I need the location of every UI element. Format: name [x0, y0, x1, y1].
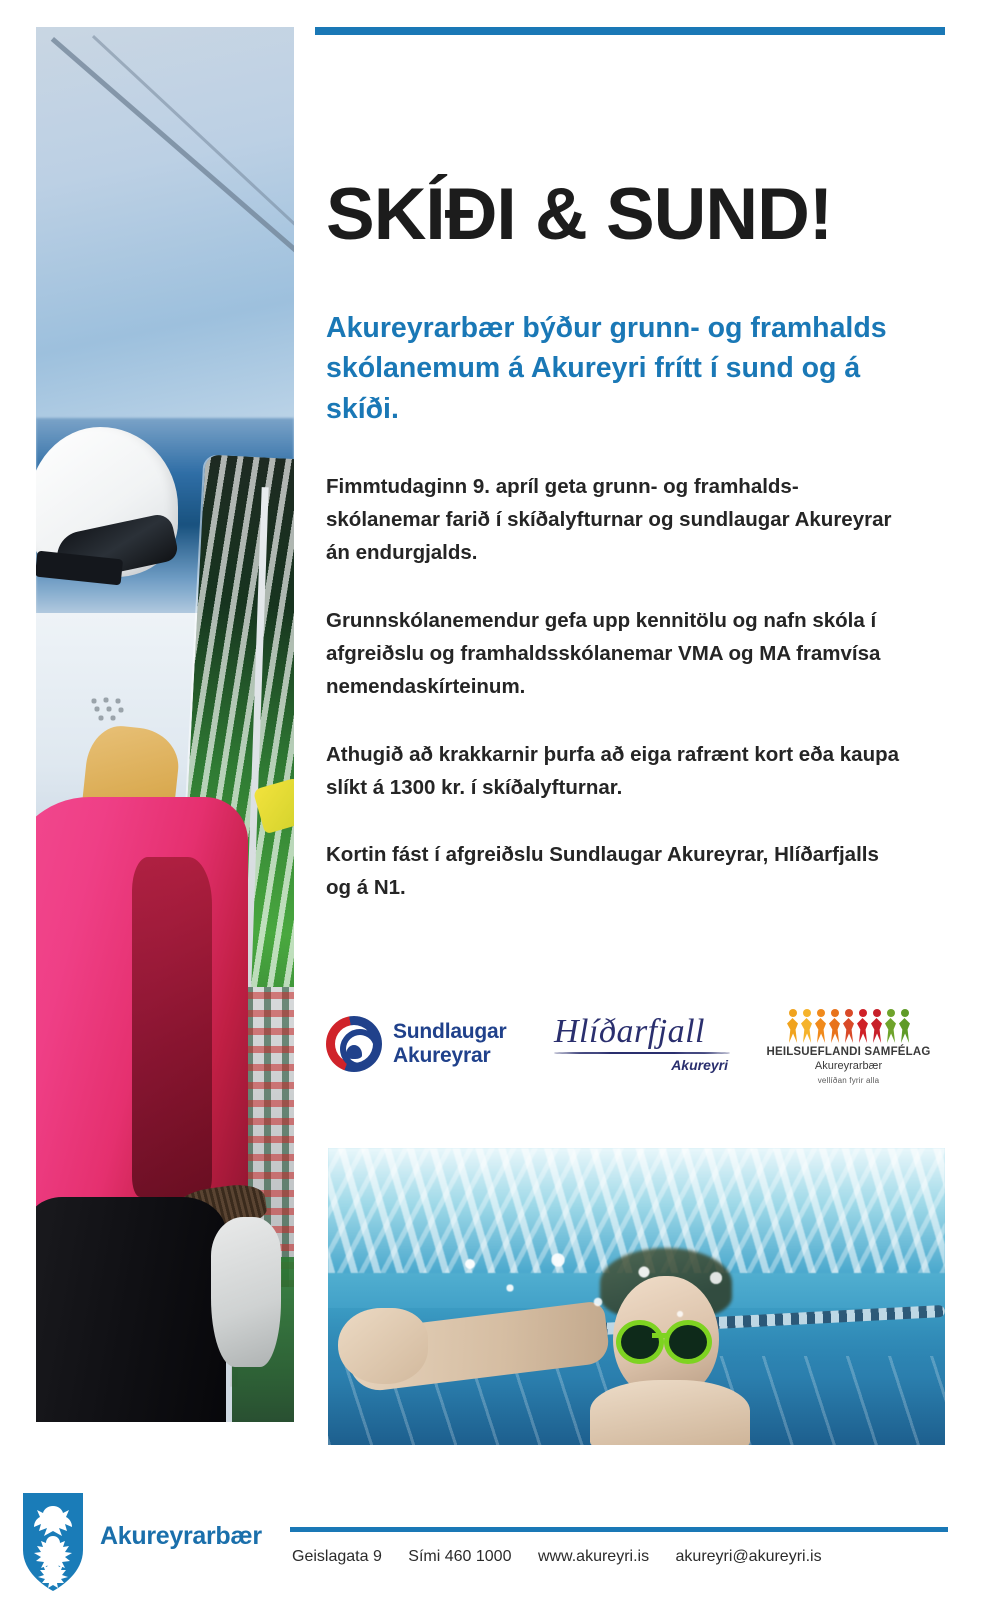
- subheadline: Akureyrarbær býður grunn- og framhalds skólanemum á Akureyri frítt í sund og á skíði.: [326, 312, 887, 425]
- body-paragraph-2: Grunnskólanemendur gefa upp kennitölu og nafn skóla í afgreiðslu og framhaldsskólanemar VMA og MA framvísa nemendaskírteinum.: [326, 609, 881, 699]
- logo-heilsueflandi-samfelag: [751, 985, 946, 1103]
- hlidarfjall-underline-swash: [554, 1052, 730, 1055]
- heilsueflandi-people-icon: [786, 1003, 911, 1043]
- footer-brand-name: Akureyrarbær: [100, 1522, 262, 1550]
- heilsueflandi-tagline: vellíðan fyrir alla: [817, 1076, 880, 1085]
- skier-mitten: [211, 1217, 281, 1367]
- swimming-photo: [328, 1148, 945, 1445]
- page-title: SKÍÐI & SUND!: [326, 174, 833, 255]
- body-paragraph-3-wrap: [326, 738, 901, 804]
- footer-address: Geislagata 9: [292, 1548, 382, 1565]
- skier-pants: [36, 1197, 226, 1422]
- sundlaugar-wave-icon: [326, 1016, 382, 1072]
- swimmer-hand: [338, 1308, 428, 1384]
- footer-accent-rule: [290, 1527, 948, 1532]
- akureyrarbaer-crest-icon: [22, 1492, 84, 1592]
- water-bubbles: [448, 1244, 748, 1364]
- logo-sundlaugar-akureyrar: [326, 985, 507, 1103]
- top-accent-rule: [315, 27, 945, 35]
- hlidarfjall-wordmark: Hlíðarfjall: [554, 1012, 705, 1050]
- footer-phone: Sími 460 1000: [408, 1548, 512, 1565]
- hlidarfjall-sublabel: Akureyri: [671, 1057, 728, 1074]
- heilsueflandi-title: HEILSUEFLANDI SAMFÉLAG: [766, 1046, 931, 1058]
- logo-hlidarfjall: [554, 985, 730, 1103]
- sundlaugar-line2: Akureyrar: [393, 1044, 491, 1067]
- ski-photo: [36, 27, 294, 1422]
- body-paragraph-1-wrap: [326, 470, 901, 570]
- body-paragraph-3: Athugið að krakkarnir þurfa að eiga rafrænt kort eða kaupa slíkt á 1300 kr. í skíðalyfturnar.: [326, 743, 900, 800]
- footer-contact-info: [292, 1548, 822, 1566]
- body-paragraph-4-wrap: [326, 838, 901, 904]
- body-paragraph-4: Kortin fást í afgreiðslu Sundlaugar Akureyrar, Hlíðarfjalls og á N1.: [326, 843, 879, 900]
- swimmer-torso: [590, 1380, 750, 1445]
- footer-website[interactable]: www.akureyri.is: [537, 1548, 650, 1565]
- body-paragraph-1: Fimmtudaginn 9. apríl geta grunn- og framhalds-skólanemar farið í skíðalyfturnar og sundlaugar Akureyrar án endurgjalds.: [326, 475, 892, 565]
- sundlaugar-wordmark: [393, 1020, 507, 1069]
- heilsueflandi-municipality: Akureyrarbær: [814, 1060, 883, 1072]
- skier-jacket-shadow: [132, 857, 212, 1197]
- sundlaugar-line1: Sundlaugar: [393, 1019, 507, 1043]
- footer-email[interactable]: akureyri@akureyri.is: [675, 1548, 822, 1565]
- sponsor-logo-row: [326, 985, 946, 1103]
- ski-helmet-vents: [88, 695, 132, 725]
- body-paragraph-2-wrap: [326, 604, 901, 704]
